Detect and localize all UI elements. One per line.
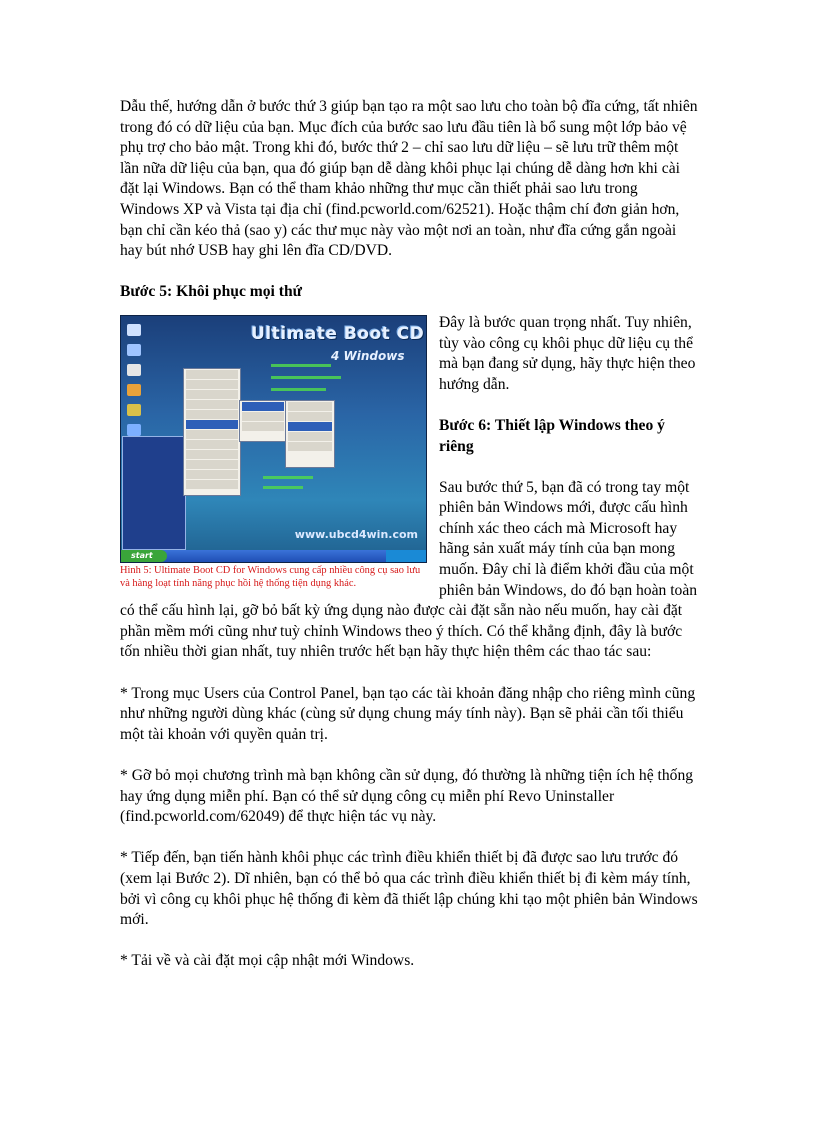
start-menu <box>122 436 186 550</box>
step6-heading: Bước 6: Thiết lập Windows theo ý riêng <box>439 416 665 455</box>
step5-heading: Bước 5: Khôi phục mọi thứ <box>120 283 303 301</box>
desktop-icon <box>127 324 141 336</box>
desktop-icon <box>127 384 141 396</box>
banner-subtitle: 4 Windows <box>331 348 405 363</box>
banner-title: Ultimate Boot CD <box>251 323 425 344</box>
figure <box>120 315 429 590</box>
tools-submenu <box>285 400 335 468</box>
submenu <box>239 400 287 442</box>
bullet-drivers: * Tiếp đến, bạn tiến hành khôi phục các trình điều khiển thiết bị đã được sao lưu trước đó (xem lại Bước 2). Dĩ nhiên, bạn có thể bỏ qua các trình điều khiển thiết bị đi kèm máy tính, bởi vì công cụ khôi phục hệ thống đi kèm đã thiết lập chúng khi tạo một phiên bản Windows mới. <box>120 849 698 929</box>
screenshot-image <box>120 315 427 563</box>
bullet-uninstall: * Gỡ bỏ mọi chương trình mà bạn không cần sử dụng, đó thường là những tiện ích hệ thống hay ứng dụng miễn phí. Bạn có thể sử dụng công cụ miễn phí Revo Uninstaller (find.pcworld.com/62049) để thực hiện tác vụ này. <box>120 767 694 826</box>
desktop-icon <box>127 344 141 356</box>
step5-body: Đây là bước quan trọng nhất. Tuy nhiên, tùy vào công cụ khôi phục dữ liệu cụ thể mà bạn đang sử dụng, hãy thực hiện theo hướng dẫn. <box>439 313 696 393</box>
desktop-icon <box>127 424 141 436</box>
bullet-updates: * Tải về và cài đặt mọi cập nhật mới Windows. <box>120 952 415 970</box>
website-label: www.ubcd4win.com <box>294 528 418 542</box>
desktop-icon <box>127 404 141 416</box>
programs-menu <box>183 368 241 496</box>
intro-paragraph: Dẫu thế, hướng dẫn ở bước thứ 3 giúp bạn tạo ra một sao lưu cho toàn bộ đĩa cứng, tất nhiên trong đó có dữ liệu của bạn. Mục đích của bước sao lưu đầu tiên là bổ sung một lớp bảo vệ phụ trợ cho bảo mật. Trong khi đó, bước thứ 2 – chỉ sao lưu dữ liệu – sẽ lưu trữ thêm một lần nữa dữ liệu của bạn, qua đó giúp bạn dễ dàng khôi phục lại chúng dễ dàng hơn khi cài đặt lại Windows. Bạn có thể tham khảo những thư mục cần thiết phải sao lưu trong Windows XP và Vista tại địa chỉ (find.pcworld.com/62521). Hoặc thậm chí đơn giản hơn, bạn chỉ cần kéo thả (sao y) các thư mục này vào một nơi an toàn, như đĩa cứng gắn ngoài hay bút nhớ USB hay ghi lên đĩa CD/DVD. <box>120 98 698 260</box>
system-tray <box>386 550 426 562</box>
bullet-users: * Trong mục Users của Control Panel, bạn tạo các tài khoản đăng nhập cho riêng mình cũng như những người dùng khác (cùng sử dụng chung máy tính này). Bạn sẽ phải cần tối thiểu một tài khoản với quyền quản trị. <box>120 684 696 743</box>
step6-body: Sau bước thứ 5, bạn đã có trong tay một phiên bản Windows mới, được cấu hình chính xác theo cách mà Microsoft hay hãng sản xuất máy tính của bạn mong muốn. Đây chỉ là điểm khởi đầu của một phiên bản Windows, do đó bạn hoàn toàn có thể cấu hình lại, gỡ bỏ bất kỳ ứng dụng nào được cài đặt sẵn nào nếu muốn, hay cài đặt phần mềm mới cũng như tuỳ chỉnh Windows theo ý thích. Có thể khẳng định, đây là bước tốn nhiều thời gian nhất, tuy nhiên trước hết bạn hãy thực hiện thêm các thao tác sau: <box>120 478 698 661</box>
document-body <box>120 97 698 972</box>
start-button: start <box>121 550 167 562</box>
desktop-icon <box>127 364 141 376</box>
figure-caption: Hình 5: Ultimate Boot CD for Windows cung cấp nhiều công cụ sao lưu và hàng loạt tính năng phục hồi hệ thống tiện dụng khác. <box>120 564 421 589</box>
